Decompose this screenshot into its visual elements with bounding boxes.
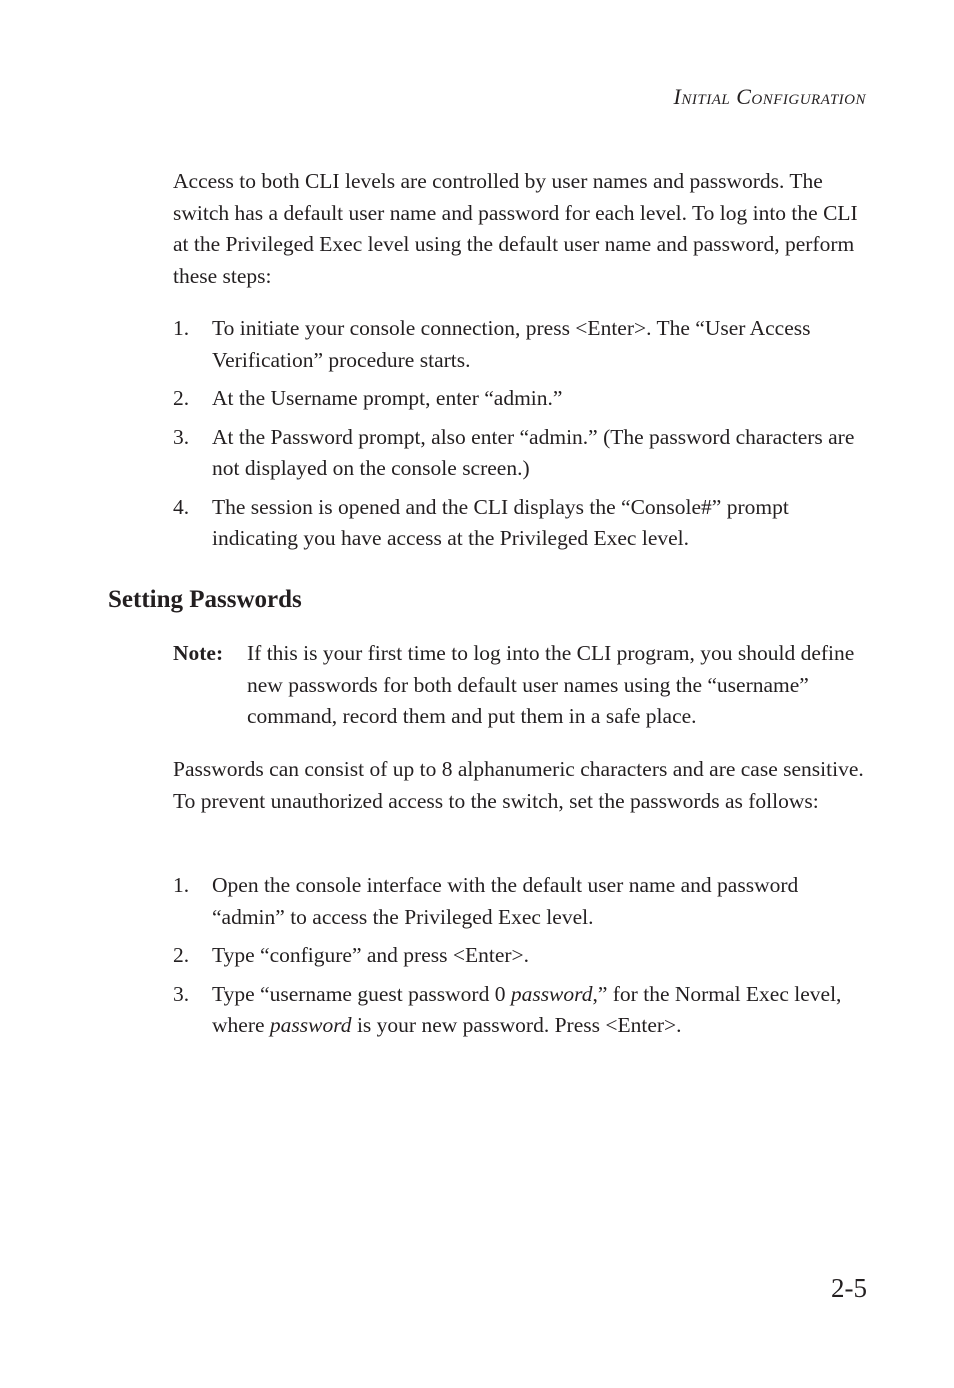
step-number: 3.: [173, 424, 190, 449]
step-text: [212, 982, 841, 1038]
step-text-emphasis: password: [269, 1013, 352, 1037]
step-text: The session is opened and the CLI displays the “Console#” prompt indicating you have access at the Privileged Exec level.: [212, 494, 789, 550]
list-item: [173, 979, 873, 1042]
step-text: At the Password prompt, also enter “admin.” (The password characters are not displayed on the console screen.): [212, 424, 855, 480]
page-number: 2-5: [831, 1273, 867, 1303]
intro-paragraph: Access to both CLI levels are controlled by user names and passwords. The switch has a default user name and password for each level. To log into the CLI at the Privileged Exec level using the default user name and password, perform these steps:: [173, 169, 858, 288]
section-heading: Setting Passwords: [108, 586, 302, 613]
running-header: Initial Configuration: [673, 84, 866, 109]
list-item: [173, 383, 873, 415]
login-steps-list: [173, 313, 873, 562]
note-text: If this is your first time to log into the CLI program, you should define new passwords for both default user names using the “username” command, record them and put them in a safe place.: [247, 641, 855, 728]
note-block: [173, 638, 873, 733]
step-number: 4.: [173, 494, 190, 519]
list-item: [173, 313, 873, 376]
step-text-emphasis: password: [510, 981, 593, 1006]
step-number: 2.: [173, 386, 190, 410]
step-number: 3.: [173, 981, 190, 1006]
step-number: 2.: [173, 943, 190, 967]
passwords-paragraph: Passwords can consist of up to 8 alphanumeric characters and are case sensitive. To prevent unauthorized access to the switch, set the passwords as follows:: [173, 757, 864, 813]
list-item: [173, 870, 873, 933]
step-text-part: Type “username guest password 0: [212, 981, 511, 1006]
step-number: 1.: [173, 873, 190, 897]
step-text: At the Username prompt, enter “admin.”: [212, 386, 563, 410]
step-text-part: is your new password. Press <Enter>.: [351, 1013, 682, 1037]
list-item: [173, 940, 873, 972]
step-number: 1.: [173, 316, 190, 340]
list-item: [173, 492, 873, 555]
password-steps-list: [173, 870, 873, 1049]
step-text: Open the console interface with the default user name and password “admin” to access the Privileged Exec level.: [212, 873, 799, 929]
step-text: Type “configure” and press <Enter>.: [212, 943, 530, 967]
step-text: To initiate your console connection, press <Enter>. The “User Access Verification” procedure starts.: [212, 316, 811, 372]
list-item: [173, 422, 873, 485]
step-text-part: ,” for the Normal Exec level, where: [212, 981, 842, 1037]
note-label: Note:: [173, 641, 224, 665]
